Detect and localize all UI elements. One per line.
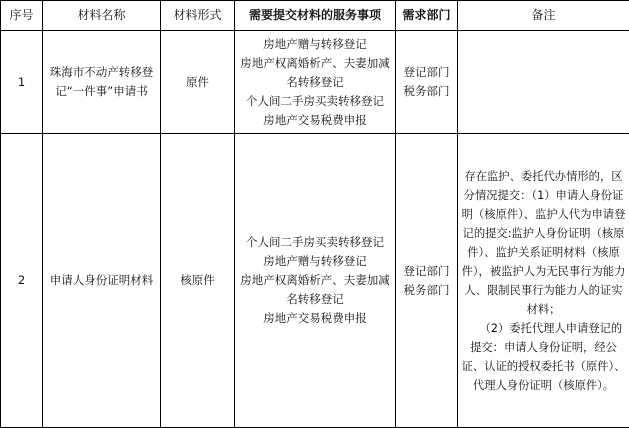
department-item: 税务部门 [399, 281, 454, 300]
service-item: 房地产权离婚析产、夫妻加减名转移登记 [238, 271, 392, 309]
table-row [1, 31, 629, 134]
row-services [235, 31, 396, 134]
department-item: 登记部门 [399, 63, 454, 82]
row-note [458, 31, 629, 134]
header-row [1, 1, 629, 31]
row-departments [396, 31, 458, 134]
header-name: 材料名称 [43, 1, 161, 31]
table-row [1, 134, 629, 428]
header-dept: 需求部门 [396, 1, 458, 31]
row-note [458, 134, 629, 428]
row-seq: 2 [1, 134, 43, 428]
note-paragraph: （2）委托代理人申请登记的提交：申请人身份证明，经公证、认证的授权委托书（原件）、代理人身份证明（核原件）。 [461, 319, 626, 395]
row-material-name: 申请人身份证明材料 [43, 134, 161, 428]
header-services: 需要提交材料的服务事项 [235, 1, 396, 31]
header-form: 材料形式 [161, 1, 235, 31]
note-paragraph: 存在监护、委托代办情形的，区分情况提交：（1）申请人身份证明（核原件）、监护人代为申请登记的提交:监护人身份证明（核原件）、监护关系证明材料（核原件），被监护人为无民事行为能力人、限制民事行为能力人的证实材料； [461, 167, 626, 319]
row-material-name: 珠海市不动产转移登记“一件事”申请书 [43, 31, 161, 134]
header-note: 备注 [458, 1, 629, 31]
row-seq: 1 [1, 31, 43, 134]
department-item: 登记部门 [399, 262, 454, 281]
service-item: 房地产赠与转移登记 [238, 35, 392, 54]
service-item: 房地产权离婚析产、夫妻加减名转移登记 [238, 54, 392, 92]
row-services [235, 134, 396, 428]
header-seq: 序号 [1, 1, 43, 31]
row-material-form: 核原件 [161, 134, 235, 428]
service-item: 房地产赠与转移登记 [238, 252, 392, 271]
service-item: 房地产交易税费申报 [238, 111, 392, 130]
service-item: 房地产交易税费申报 [238, 309, 392, 328]
department-item: 税务部门 [399, 82, 454, 101]
row-departments [396, 134, 458, 428]
row-material-form: 原件 [161, 31, 235, 134]
service-item: 个人间二手房买卖转移登记 [238, 233, 392, 252]
service-item: 个人间二手房买卖转移登记 [238, 92, 392, 111]
